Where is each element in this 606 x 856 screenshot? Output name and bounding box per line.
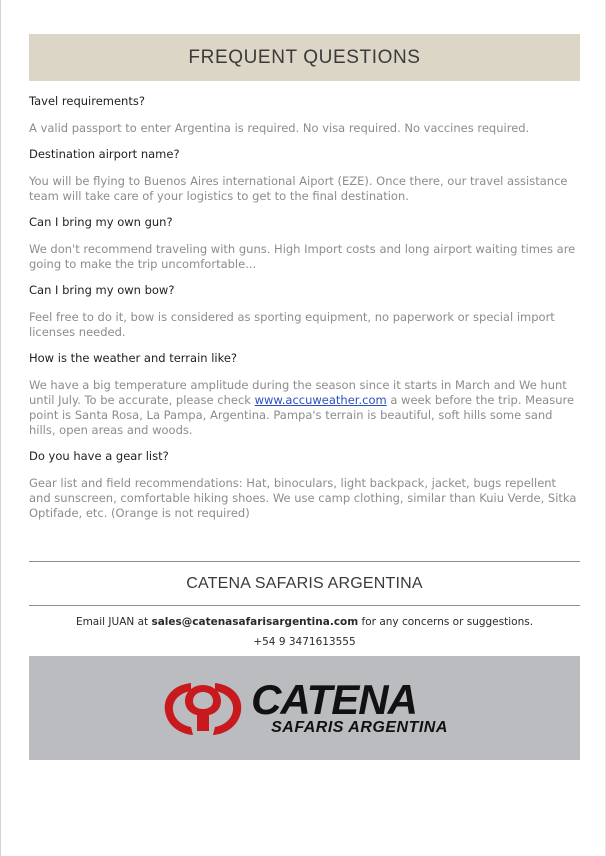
faq-question: How is the weather and terrain like?: [29, 351, 238, 365]
faq-question: Tavel requirements?: [29, 94, 145, 108]
faq-item: [29, 214, 580, 272]
faq-item: [29, 146, 580, 204]
faq-item: [29, 448, 580, 521]
contact-phone: +54 9 3471613555: [253, 636, 356, 648]
catena-emblem-icon: [161, 677, 245, 739]
faq-answer: You will be flying to Buenos Aires international Aiport (EZE). Once there, our travel assistance team will take care of your logistics to get to the final destination.: [29, 174, 568, 203]
contact-line: [29, 615, 580, 630]
faq-question: Can I bring my own bow?: [29, 283, 175, 297]
page-left-border: [0, 0, 1, 856]
accuweather-link[interactable]: www.accuweather.com: [254, 393, 387, 407]
faq-question: Do you have a gear list?: [29, 449, 169, 463]
footer-divider-bottom: [29, 605, 580, 606]
logo-wordmark: CATENA: [251, 676, 417, 723]
faq-item: [29, 93, 580, 136]
faq-answer: We don't recommend traveling with guns. High Import costs and long airport waiting times are going to make the trip uncomfortable...: [29, 242, 576, 271]
logo-text: [251, 676, 448, 736]
faq-item: [29, 350, 580, 438]
header-band: [29, 34, 580, 81]
faq-question: Destination airport name?: [29, 147, 180, 161]
page-title: FREQUENT QUESTIONS: [188, 46, 421, 68]
page-content: [29, 34, 580, 760]
contact-email[interactable]: sales@catenasafarisargentina.com: [151, 616, 359, 628]
faq-answer-text: We have a big temperature amplitude during the season since it starts in March and We hunt until July. To be accurate, please check: [29, 378, 567, 407]
faq-answer-text: a week before the trip. Measure point is Santa Rosa, La Pampa, Argentina. Pampa's terrain is beautiful, soft hills some sand hills, open areas and woods.: [29, 393, 575, 437]
contact-suffix: for any concerns or suggestions.: [358, 616, 534, 628]
faq-answer: Gear list and field recommendations: Hat, binoculars, light backpack, jacket, bugs repellent and sunscreen, comfortable hiking shoes. We use camp clothing, similar than Kuiu Verde, Sitka Optifade, etc. (Orange is not required): [29, 476, 577, 520]
logo: [161, 677, 448, 739]
faq-list: [29, 93, 580, 521]
logo-band: [29, 656, 580, 760]
faq-answer: [29, 378, 580, 438]
footer-title: CATENA SAFARIS ARGENTINA: [186, 575, 423, 592]
logo-subtitle: SAFARIS ARGENTINA: [271, 719, 448, 736]
faq-question: Can I bring my own gun?: [29, 215, 173, 229]
faq-item: [29, 282, 580, 340]
contact-prefix: Email JUAN at: [75, 616, 152, 628]
faq-answer: A valid passport to enter Argentina is required. No visa required. No vaccines required.: [29, 121, 530, 135]
faq-answer: Feel free to do it, bow is considered as sporting equipment, no paperwork or special import licenses needed.: [29, 310, 555, 339]
